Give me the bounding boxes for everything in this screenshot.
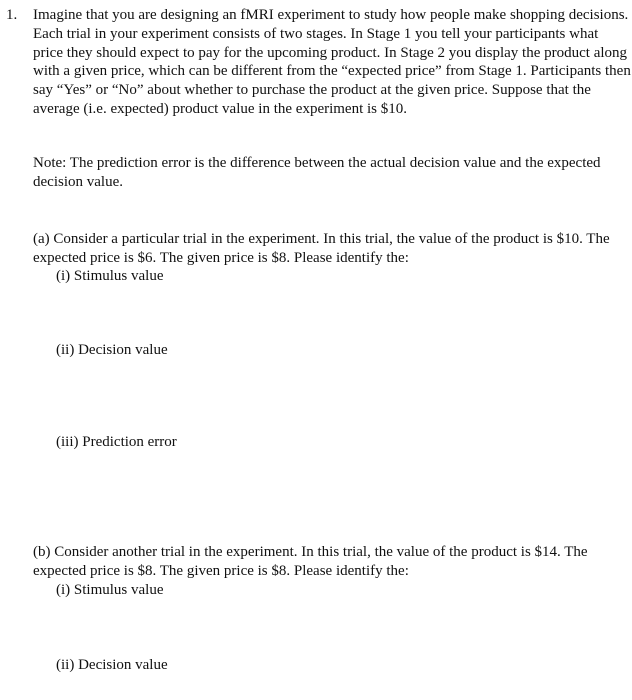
part-b-prompt: (b) Consider another trial in the experiment. In this trial, the value of the product is $14. The expected price is $8. The given price is $8. Please identify the: — [33, 544, 588, 579]
part-a-item-decision-value: (ii) Decision value — [56, 342, 168, 358]
part-a-item-prediction-error: (iii) Prediction error — [56, 434, 177, 450]
note-paragraph: Note: The prediction error is the difference between the actual decision value and the expected decision value. — [33, 155, 601, 190]
question-number: 1. — [6, 7, 18, 23]
part-a-item-stimulus-value: (i) Stimulus value — [56, 268, 164, 284]
part-b-item-decision-value: (ii) Decision value — [56, 657, 168, 673]
question-intro: Imagine that you are designing an fMRI experiment to study how people make shopping decisions. Each trial in your experiment consists of two stages. In Stage 1 you tell your participants what price they should expect to pay for the upcoming product. In Stage 2 you display the product along with a given price, which can be different from the “expected price” from Stage 1. Participants then say “Yes” or “No” about whether to purchase the product at the given price. Suppose that the average (i.e. expected) product value in the experiment is $10. — [33, 7, 631, 117]
part-b-item-stimulus-value: (i) Stimulus value — [56, 582, 164, 598]
part-a-prompt: (a) Consider a particular trial in the experiment. In this trial, the value of the product is $10. The expected price is $6. The given price is $8. Please identify the: — [33, 231, 610, 266]
